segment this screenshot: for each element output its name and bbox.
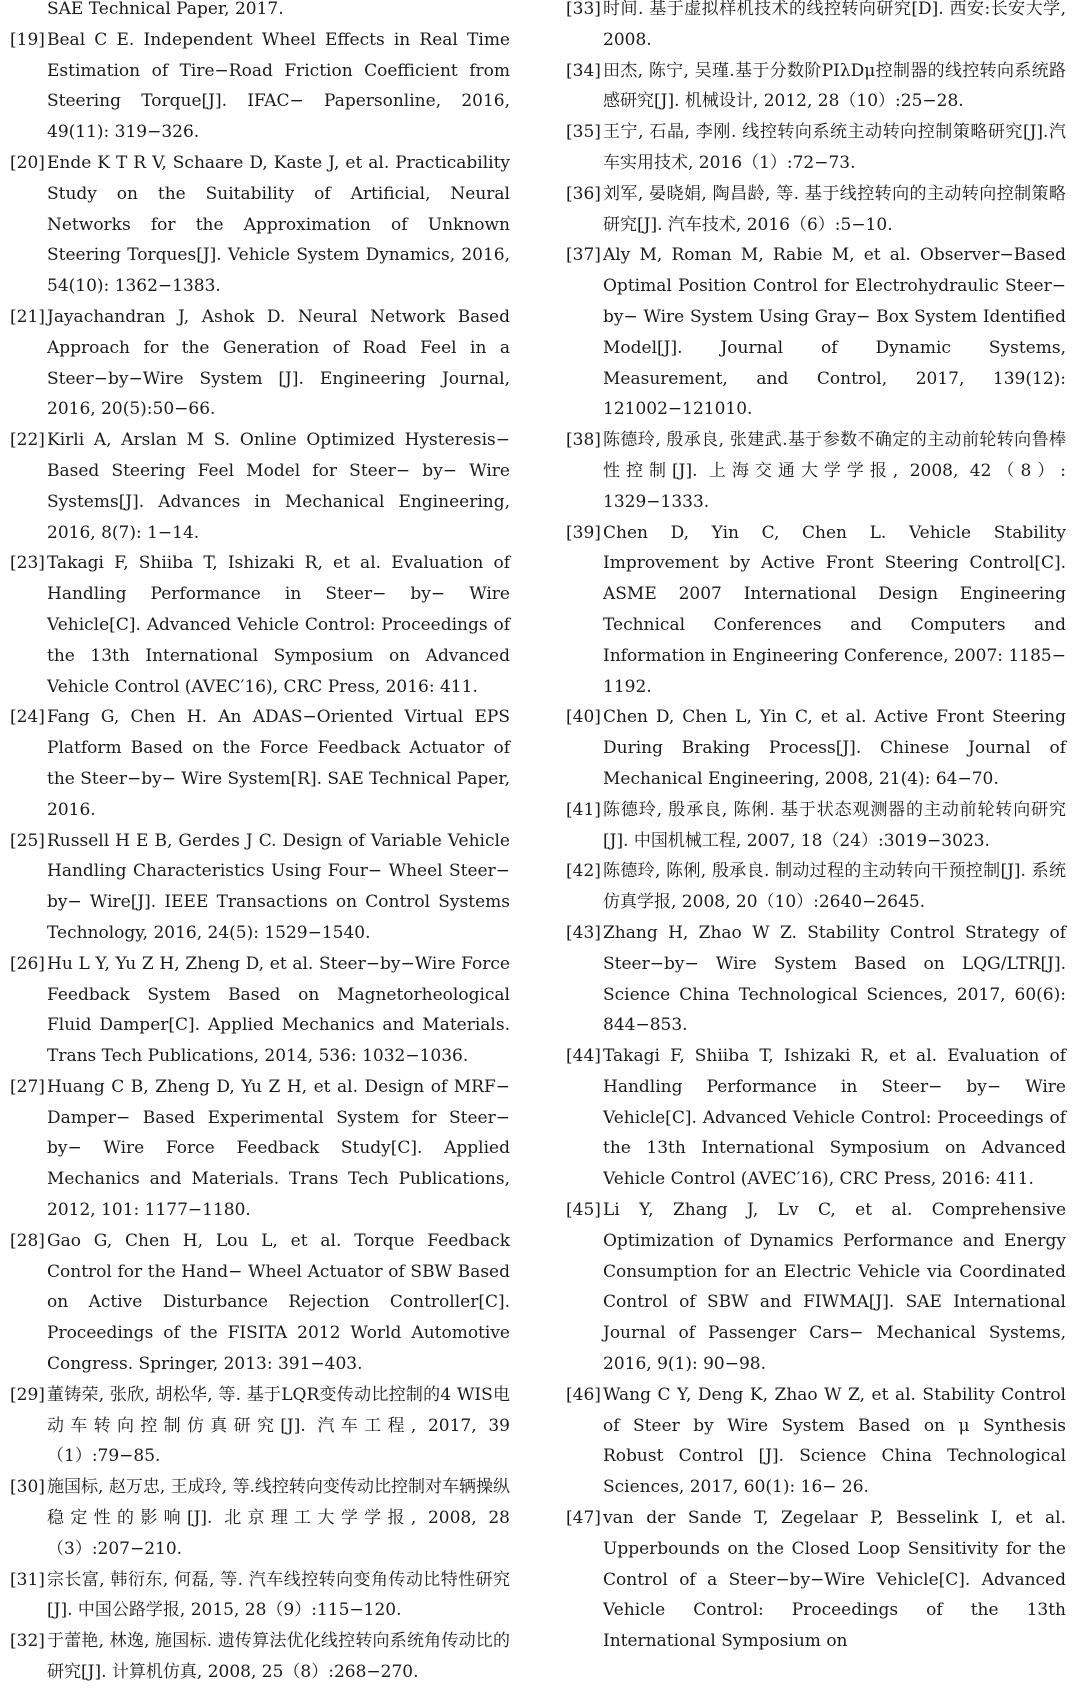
reference-number: [44] <box>566 1046 601 1067</box>
reference-text: Jayachandran J, Ashok D. Neural Network Based Approach for the Generation of Road Feel in a Steer−by−Wire System [J]. Engineering Journal, 2016, 20(5):50−66. <box>47 306 510 420</box>
reference-number: [36] <box>566 183 601 204</box>
reference-number: [31] <box>10 1569 45 1590</box>
reference-number: [43] <box>566 922 601 943</box>
reference-entry <box>10 148 510 302</box>
reference-entry <box>566 795 1066 857</box>
reference-number: [20] <box>10 152 45 173</box>
reference-number: [23] <box>10 553 45 574</box>
reference-text: Aly M, Roman M, Rabie M, et al. Observer−Based Optimal Position Control for Electrohydraulic Steer− by− Wire System Using Gray− Box System Identified Model[J]. Journal of Dynamic Systems, Measurement, and Control, 2017, 139(12): 121002−121010. <box>603 245 1066 420</box>
reference-entry <box>10 826 510 949</box>
reference-number: [40] <box>566 707 601 728</box>
reference-text: Kirli A, Arslan M S. Online Optimized Hysteresis− Based Steering Feel Model for Steer− by− Wire Systems[J]. Advances in Mechanical Engineering, 2016, 8(7): 1−14. <box>47 430 510 543</box>
reference-entry <box>566 1041 1066 1195</box>
reference-entry <box>566 117 1066 179</box>
reference-entry <box>566 702 1066 794</box>
reference-number: [45] <box>566 1200 601 1221</box>
reference-column-left <box>10 0 510 1688</box>
reference-text: Takagi F, Shiiba T, Ishizaki R, et al. Evaluation of Handling Performance in Steer− by− Wire Vehicle[C]. Advanced Vehicle Control: Proceedings of the 13th International Symposium on Advanced Vehicle Control (AVEC′16), CRC Press, 2016: 411. <box>603 1046 1066 1190</box>
reference-entry <box>566 518 1066 703</box>
reference-entry <box>10 25 510 148</box>
reference-number: [46] <box>566 1384 601 1405</box>
reference-entry <box>566 179 1066 241</box>
reference-number: [38] <box>566 430 601 451</box>
reference-text: Zhang H, Zhao W Z. Stability Control Strategy of Steer−by− Wire System Based on LQG/LTR[J]. Science China Technological Sciences, 2017, 60(6): 844−853. <box>603 922 1066 1036</box>
reference-text: 宗长富, 韩衍东, 何磊, 等. 汽车线控转向变角传动比特性研究[J]. 中国公路学报, 2015, 28（9）:115−120. <box>47 1569 510 1621</box>
reference-number: [35] <box>566 122 601 143</box>
reference-entry <box>10 425 510 548</box>
reference-text: Huang C B, Zheng D, Yu Z H, et al. Design of MRF− Damper− Based Experimental System for Steer− by− Wire Force Feedback Study[C]. Applied Mechanics and Materials. Trans Tech Publications, 2012, 101: 1177−1180. <box>47 1076 510 1221</box>
reference-number: [25] <box>10 830 45 851</box>
reference-text: Takagi F, Shiiba T, Ishizaki R, et al. Evaluation of Handling Performance in Steer− by− Wire Vehicle[C]. Advanced Vehicle Control: Proceedings of the 13th International Symposium on Advanced Vehicle Control (AVEC′16), CRC Press, 2016: 411. <box>47 553 510 697</box>
reference-text: Fang G, Chen H. An ADAS−Oriented Virtual EPS Platform Based on the Force Feedback Actuator of the Steer−by− Wire System[R]. SAE Technical Paper, 2016. <box>47 707 510 820</box>
reference-entry <box>10 302 510 425</box>
reference-text: Chen D, Chen L, Yin C, et al. Active Front Steering During Braking Process[J]. Chinese Journal of Mechanical Engineering, 2008, 21(4): 64−70. <box>603 707 1066 789</box>
reference-entry <box>10 1565 510 1627</box>
reference-number: [27] <box>10 1076 45 1097</box>
reference-number: [32] <box>10 1631 45 1652</box>
reference-text: Li Y, Zhang J, Lv C, et al. Comprehensive Optimization of Dynamics Performance and Energy Consumption for an Electric Vehicle via Coordinated Control of SBW and FIWMA[J]. SAE International Journal of Passenger Cars− Mechanical Systems, 2016, 9(1): 90−98. <box>603 1200 1066 1375</box>
reference-number: [37] <box>566 245 601 266</box>
reference-number: [19] <box>10 29 45 50</box>
reference-entry <box>566 856 1066 918</box>
reference-number: [30] <box>10 1477 45 1498</box>
reference-entry <box>566 1380 1066 1503</box>
reference-number: [21] <box>10 306 45 327</box>
reference-text: 施国标, 赵万忠, 王成玲, 等.线控转向变传动比控制对车辆操纵稳定性的影响[J]. 北京理工大学学报, 2008, 28（3）:207−210. <box>47 1477 510 1559</box>
reference-text: SAE Technical Paper, 2017. <box>47 0 284 19</box>
reference-number: [33] <box>566 0 601 19</box>
reference-entry <box>10 1226 510 1380</box>
reference-number: [26] <box>10 953 45 974</box>
reference-text: Wang C Y, Deng K, Zhao W Z, et al. Stability Control of Steer by Wire System Based on μ Synthesis Robust Control [J]. Science China Technological Sciences, 2017, 60(1): 16− 26. <box>603 1384 1066 1498</box>
reference-text: Russell H E B, Gerdes J C. Design of Variable Vehicle Handling Characteristics Using Four− Wheel Steer− by− Wire[J]. IEEE Transactions on Control Systems Technology, 2016, 24(5): 1529−1540. <box>47 830 510 943</box>
reference-entry <box>566 918 1066 1041</box>
reference-text: 刘军, 晏晓娟, 陶昌龄, 等. 基于线控转向的主动转向控制策略研究[J]. 汽车技术, 2016（6）:5−10. <box>603 183 1066 235</box>
reference-text: 田杰, 陈宁, 吴瑾.基于分数阶PIλDμ控制器的线控转向系统路感研究[J]. 机械设计, 2012, 28（10）:25−28. <box>603 60 1066 112</box>
reference-entry <box>10 1380 510 1472</box>
reference-text: 陈德玲, 殷承良, 张建武.基于参数不确定的主动前轮转向鲁棒性控制[J]. 上海交通大学学报, 2008, 42（8）: 1329−1333. <box>603 430 1066 512</box>
reference-number: [42] <box>566 861 601 882</box>
reference-entry <box>566 1503 1066 1657</box>
reference-column-right <box>566 0 1066 1657</box>
reference-entry <box>566 1195 1066 1380</box>
reference-text: 于蕾艳, 林逸, 施国标. 遗传算法优化线控转向系统角传动比的研究[J]. 计算机仿真, 2008, 25（8）:268−270. <box>47 1631 510 1683</box>
reference-number: [24] <box>10 707 45 728</box>
reference-entry <box>10 1072 510 1226</box>
reference-text: Hu L Y, Yu Z H, Zheng D, et al. Steer−by−Wire Force Feedback System Based on Magnetorheological Fluid Damper[C]. Applied Mechanics and Materials. Trans Tech Publications, 2014, 536: 1032−1036. <box>47 953 510 1067</box>
reference-text: 王宁, 石晶, 李刚. 线控转向系统主动转向控制策略研究[J].汽车实用技术, 2016（1）:72−73. <box>603 122 1066 173</box>
reference-entry <box>10 1626 510 1688</box>
reference-text: 时间. 基于虚拟样机技术的线控转向研究[D]. 西安:长安大学, 2008. <box>603 0 1066 50</box>
reference-text: 董铸荣, 张欣, 胡松华, 等. 基于LQR变传动比控制的4 WIS电动车转向控制仿真研究[J]. 汽车工程, 2017, 39（1）:79−85. <box>47 1384 510 1467</box>
reference-text: 陈德玲, 陈俐, 殷承良. 制动过程的主动转向干预控制[J]. 系统仿真学报, 2008, 20（10）:2640−2645. <box>603 861 1066 913</box>
reference-number: [41] <box>566 799 601 820</box>
reference-entry <box>10 548 510 702</box>
reference-number: [47] <box>566 1508 601 1529</box>
reference-entry <box>566 425 1066 517</box>
reference-text: van der Sande T, Zegelaar P, Besselink I, et al. Upperbounds on the Closed Loop Sensitivity for the Control of a Steer−by−Wire Vehicle[C]. Advanced Vehicle Control: Proceedings of the 13th International Symposium on <box>603 1508 1066 1652</box>
reference-number: [28] <box>10 1230 45 1251</box>
reference-text: Chen D, Yin C, Chen L. Vehicle Stability Improvement by Active Front Steering Control[C]. ASME 2007 International Design Engineering Technical Conferences and Computers and Information in Engineering Conference, 2007: 1185− 1192. <box>603 522 1066 697</box>
reference-number: [39] <box>566 522 601 543</box>
reference-text: Ende K T R V, Schaare D, Kaste J, et al. Practicability Study on the Suitability of Artificial, Neural Networks for the Approximation of Unknown Steering Torques[J]. Vehicle System Dynamics, 2016, 54(10): 1362−1383. <box>47 152 510 297</box>
reference-entry <box>566 240 1066 425</box>
reference-entry <box>10 0 510 25</box>
reference-number: [22] <box>10 430 45 451</box>
reference-entry <box>10 949 510 1072</box>
reference-text: Gao G, Chen H, Lou L, et al. Torque Feedback Control for the Hand− Wheel Actuator of SBW Based on Active Disturbance Rejection Controller[C]. Proceedings of the FISITA 2012 World Automotive Congress. Springer, 2013: 391−403. <box>47 1230 510 1375</box>
reference-number: [29] <box>10 1384 45 1405</box>
reference-entry <box>566 56 1066 118</box>
reference-text: Beal C E. Independent Wheel Effects in Real Time Estimation of Tire−Road Friction Coefficient from Steering Torque[J]. IFAC− Papersonline, 2016, 49(11): 319−326. <box>47 29 510 143</box>
reference-entry <box>566 0 1066 56</box>
reference-entry <box>10 1472 510 1564</box>
reference-number: [34] <box>566 60 601 81</box>
reference-entry <box>10 702 510 825</box>
reference-text: 陈德玲, 殷承良, 陈俐. 基于状态观测器的主动前轮转向研究[J]. 中国机械工程, 2007, 18（24）:3019−3023. <box>603 799 1066 851</box>
